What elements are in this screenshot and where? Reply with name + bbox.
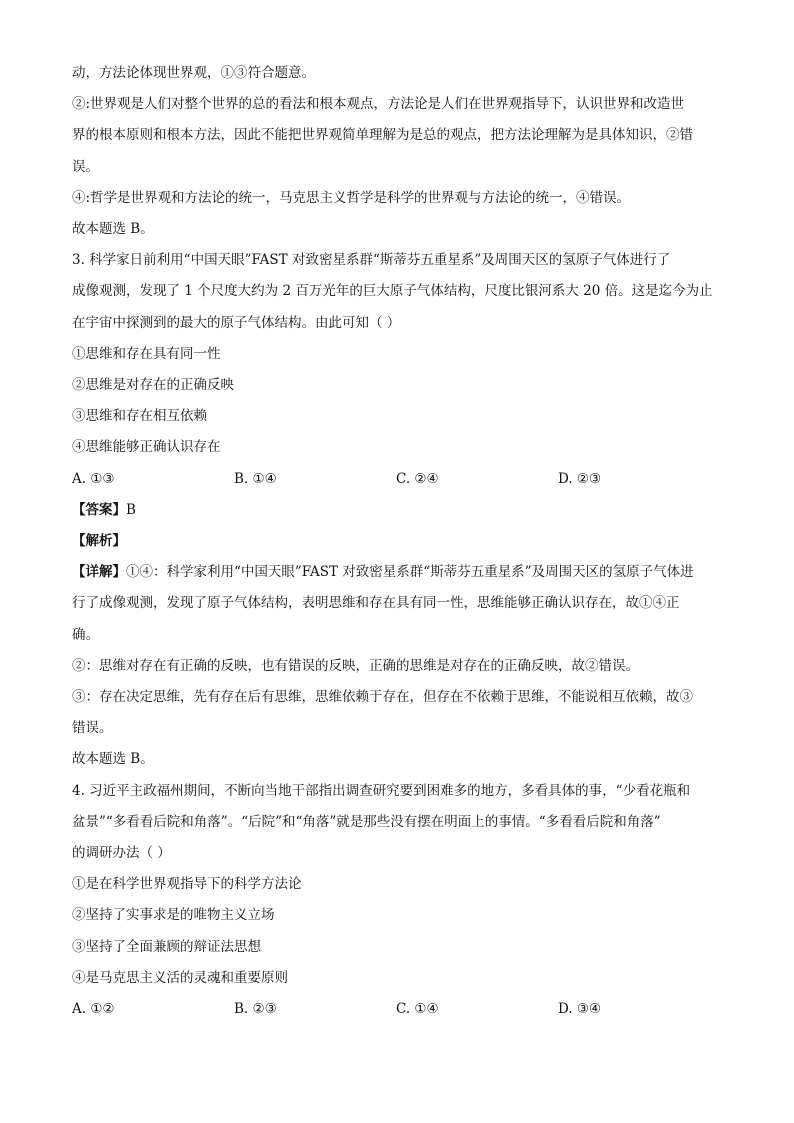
question-3-option-1: ①思维和存在具有同一性 (72, 345, 221, 362)
choice-b: B. ①④ (234, 470, 277, 487)
line-04: 误。 (72, 158, 99, 175)
question-4-stem-2: 盆景”“多看看后院和角落”。“后院”和“角落”就是那些没有摆在明面上的事情。“多看看后院和角落” (72, 813, 661, 830)
line-05: ④:哲学是世界观和方法论的统一，马克思主义哲学是科学的世界观与方法论的统一，④错误。 (72, 189, 631, 206)
question-3-stem-3: 在宇宙中探测到的最大的原子气体结构。由此可知（ ） (72, 314, 401, 331)
analysis-tag: 【解析】 (72, 533, 126, 550)
detail-line-3: 确。 (72, 626, 99, 643)
line-01: 动，方法论体现世界观，①③符合题意。 (72, 65, 315, 81)
answer-tag: 【答案】 (72, 501, 126, 518)
choice-d: D. ③④ (558, 1001, 602, 1018)
choice-a: A. ①② (72, 1001, 115, 1018)
detail-line-2: 行了成像观测，发现了原子气体结构，表明思维和存在具有同一性，思维能够正确认识存在，故①④正 (72, 595, 680, 612)
question-3-stem-2: 成像观测，发现了 1 个尺度大约为 2 百万光年的巨大原子气体结构，尺度比银河系大 20 倍。这是迄今为止 (72, 283, 713, 300)
question-3-option-2: ②思维是对存在的正确反映 (72, 377, 234, 394)
question-4-option-1: ①是在科学世界观指导下的科学方法论 (72, 876, 302, 893)
choice-a: A. ①③ (72, 470, 115, 487)
line-03: 界的根本原则和根本方法，因此不能把世界观简单理解为是总的观点，把方法论理解为是具体知识，②错 (72, 127, 693, 144)
choice-c: C. ①④ (396, 1001, 439, 1018)
answer-line (72, 495, 722, 526)
question-4-stem-3: 的调研办法（ ） (72, 845, 171, 862)
detail-line-1 (72, 557, 722, 588)
question-3-choices (72, 464, 722, 495)
question-4-option-3: ③坚持了全面兼顾的辩证法思想 (72, 938, 261, 955)
choice-c: C. ②④ (396, 470, 439, 487)
detail-tag: 【详解】 (72, 564, 126, 581)
question-4-option-4: ④是马克思主义活的灵魂和重要原则 (72, 969, 288, 986)
question-3-stem-1: 3. 科学家日前利用“中国天眼”FAST 对致密星系群“斯蒂芬五重星系”及周围天区的氢原子气体进行了 (72, 252, 671, 269)
detail-line-4: ②：思维对存在有正确的反映，也有错误的反映，正确的思维是对存在的正确反映，故②错误。 (72, 657, 639, 674)
line-06: 故本题选 B。 (72, 221, 154, 238)
detail-text: ①④：科学家利用“中国天眼”FAST 对致密星系群“斯蒂芬五重星系”及周围天区的氢原子气体进 (126, 564, 694, 581)
question-4-stem-1: 4. 习近平主政福州期间，不断向当地干部指出调查研究要到困难多的地方，多看具体的事，“少看花瓶和 (72, 782, 691, 799)
question-4-choices (72, 994, 722, 1025)
detail-line-5: ③：存在决定思维，先有存在后有思维，思维依赖于存在，但存在不依赖于思维，不能说相互依赖，故③ (72, 689, 693, 706)
question-3-option-4: ④思维能够正确认识存在 (72, 439, 221, 456)
detail-line-6: 错误。 (72, 720, 113, 737)
question-4-option-2: ②坚持了实事求是的唯物主义立场 (72, 907, 275, 924)
detail-line-7: 故本题选 B。 (72, 751, 154, 768)
choice-d: D. ②③ (558, 470, 602, 487)
analysis-line (72, 526, 722, 557)
line-02: ②:世界观是人们对整个世界的总的看法和根本观点，方法论是人们在世界观指导下，认识世界和改造世 (72, 96, 685, 113)
answer-value: B (126, 501, 136, 518)
question-3-option-3: ③思维和存在相互依赖 (72, 408, 207, 425)
choice-b: B. ②③ (234, 1001, 277, 1018)
